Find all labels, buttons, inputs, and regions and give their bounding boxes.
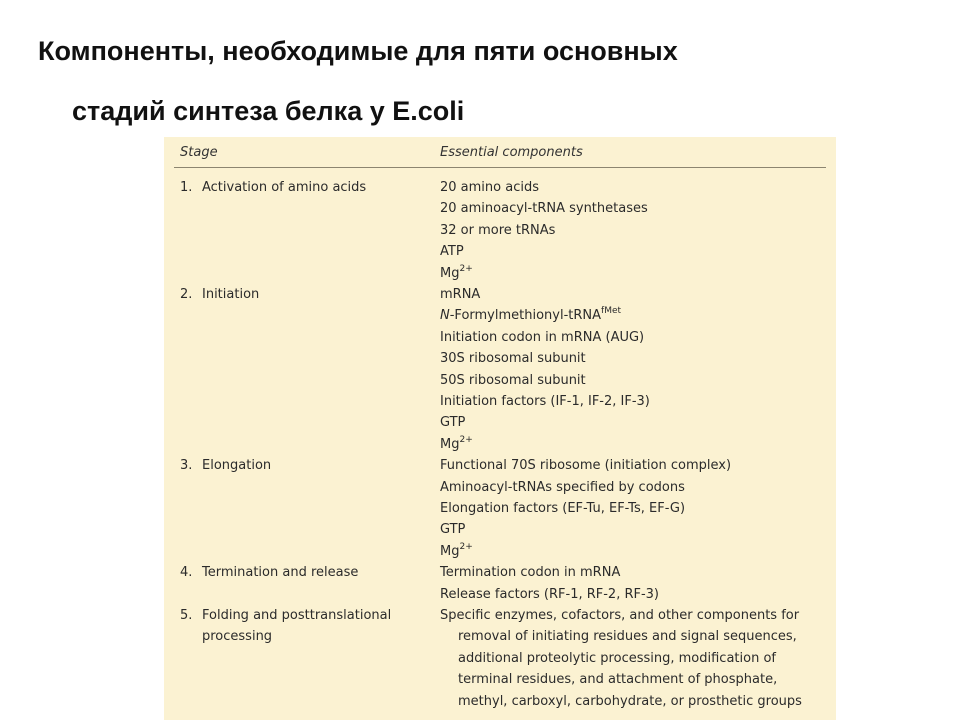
stage-number: 3. bbox=[180, 458, 193, 474]
component-text: Termination codon in mRNA bbox=[440, 565, 621, 581]
component-text: GTP bbox=[440, 522, 466, 538]
stage-text: Elongation bbox=[202, 458, 272, 474]
component-item bbox=[440, 498, 731, 519]
component-item bbox=[440, 455, 731, 476]
component-item bbox=[440, 198, 648, 219]
component-item bbox=[440, 434, 650, 455]
component-item bbox=[440, 626, 802, 647]
component-text: Mg bbox=[440, 543, 460, 559]
stage-text: Termination and release bbox=[202, 565, 359, 581]
component-text: methyl, carboxyl, carbohydrate, or prosthetic groups bbox=[458, 693, 802, 709]
component-text: GTP bbox=[440, 415, 466, 431]
stage-label bbox=[180, 284, 259, 305]
stage-number: 2. bbox=[180, 287, 193, 302]
component-superscript: fMet bbox=[601, 306, 622, 317]
stage-text: processing bbox=[202, 629, 273, 645]
stage-cell bbox=[180, 562, 358, 583]
component-item bbox=[440, 327, 650, 348]
stage-cell bbox=[180, 605, 391, 648]
components-table bbox=[164, 137, 836, 720]
column-header-components: Essential components bbox=[440, 145, 583, 160]
stage-text: Initiation bbox=[202, 287, 260, 302]
slide-title-line-2: стадий синтеза белка у E.coli bbox=[72, 96, 465, 126]
components-cell bbox=[440, 605, 802, 712]
component-text: Mg bbox=[440, 265, 460, 281]
component-text: Functional 70S ribosome (initiation complex) bbox=[440, 458, 732, 474]
stage-cell bbox=[180, 455, 271, 476]
component-item bbox=[440, 648, 802, 669]
stage-number: 5. bbox=[180, 608, 193, 623]
component-item bbox=[440, 519, 731, 540]
stage-text: Activation of amino acids bbox=[202, 180, 367, 195]
component-item bbox=[440, 391, 650, 412]
component-item bbox=[440, 348, 650, 369]
component-item bbox=[440, 669, 802, 690]
component-item bbox=[440, 562, 659, 583]
component-text: Elongation factors (EF-Tu, EF-Ts, EF-G) bbox=[440, 501, 686, 516]
component-italic-prefix: N bbox=[440, 308, 450, 324]
components-cell bbox=[440, 562, 659, 605]
component-item bbox=[440, 412, 650, 433]
stage-label bbox=[180, 605, 391, 626]
component-item bbox=[440, 605, 802, 626]
component-superscript: 2+ bbox=[459, 434, 473, 445]
component-text: 32 or more tRNAs bbox=[440, 222, 556, 238]
stage-cell bbox=[180, 284, 259, 305]
component-item bbox=[440, 584, 659, 605]
stage-label bbox=[180, 455, 271, 476]
header-divider bbox=[174, 167, 826, 168]
component-item bbox=[440, 477, 731, 498]
component-text: 50S ribosomal subunit bbox=[440, 372, 586, 388]
components-cell bbox=[440, 284, 650, 455]
component-text: removal of initiating residues and signal sequences, bbox=[458, 629, 797, 645]
component-text: Initiation codon in mRNA (AUG) bbox=[440, 329, 645, 345]
component-item bbox=[440, 691, 802, 712]
stage-number: 4. bbox=[180, 565, 193, 581]
component-text: additional proteolytic processing, modification of bbox=[458, 650, 776, 666]
component-superscript: 2+ bbox=[459, 541, 473, 552]
component-item bbox=[440, 241, 648, 262]
column-header-stage: Stage bbox=[180, 145, 218, 160]
slide-title-line-1: Компоненты, необходимые для пяти основных bbox=[38, 36, 678, 66]
component-item bbox=[440, 284, 650, 305]
components-cell bbox=[440, 177, 648, 284]
component-text: 20 aminoacyl-tRNA synthetases bbox=[440, 201, 648, 217]
component-superscript: 2+ bbox=[459, 263, 473, 274]
component-item bbox=[440, 263, 648, 284]
component-text: ATP bbox=[440, 244, 464, 260]
component-text: Aminoacyl-tRNAs specified by codons bbox=[440, 479, 685, 495]
component-text: 20 amino acids bbox=[440, 180, 539, 195]
component-text: Release factors (RF-1, RF-2, RF-3) bbox=[440, 586, 660, 602]
component-text: terminal residues, and attachment of phosphate, bbox=[458, 672, 778, 688]
stage-label bbox=[180, 562, 358, 583]
component-text: Initiation factors (IF-1, IF-2, IF-3) bbox=[440, 394, 650, 410]
component-text: -Formylmethionyl-tRNA bbox=[449, 308, 602, 324]
components-cell bbox=[440, 455, 731, 562]
component-item bbox=[440, 305, 650, 326]
component-item bbox=[440, 220, 648, 241]
component-item bbox=[440, 177, 648, 198]
component-text: 30S ribosomal subunit bbox=[440, 351, 586, 367]
component-text: mRNA bbox=[440, 287, 481, 302]
component-item bbox=[440, 541, 731, 562]
component-item bbox=[440, 370, 650, 391]
stage-cell bbox=[180, 177, 366, 198]
stage-text: Folding and posttranslational bbox=[202, 608, 392, 623]
component-text: Specific enzymes, cofactors, and other components for bbox=[440, 608, 800, 623]
stage-number: 1. bbox=[180, 180, 193, 195]
component-text: Mg bbox=[440, 436, 460, 452]
stage-label bbox=[180, 626, 391, 647]
stage-label bbox=[180, 177, 366, 198]
